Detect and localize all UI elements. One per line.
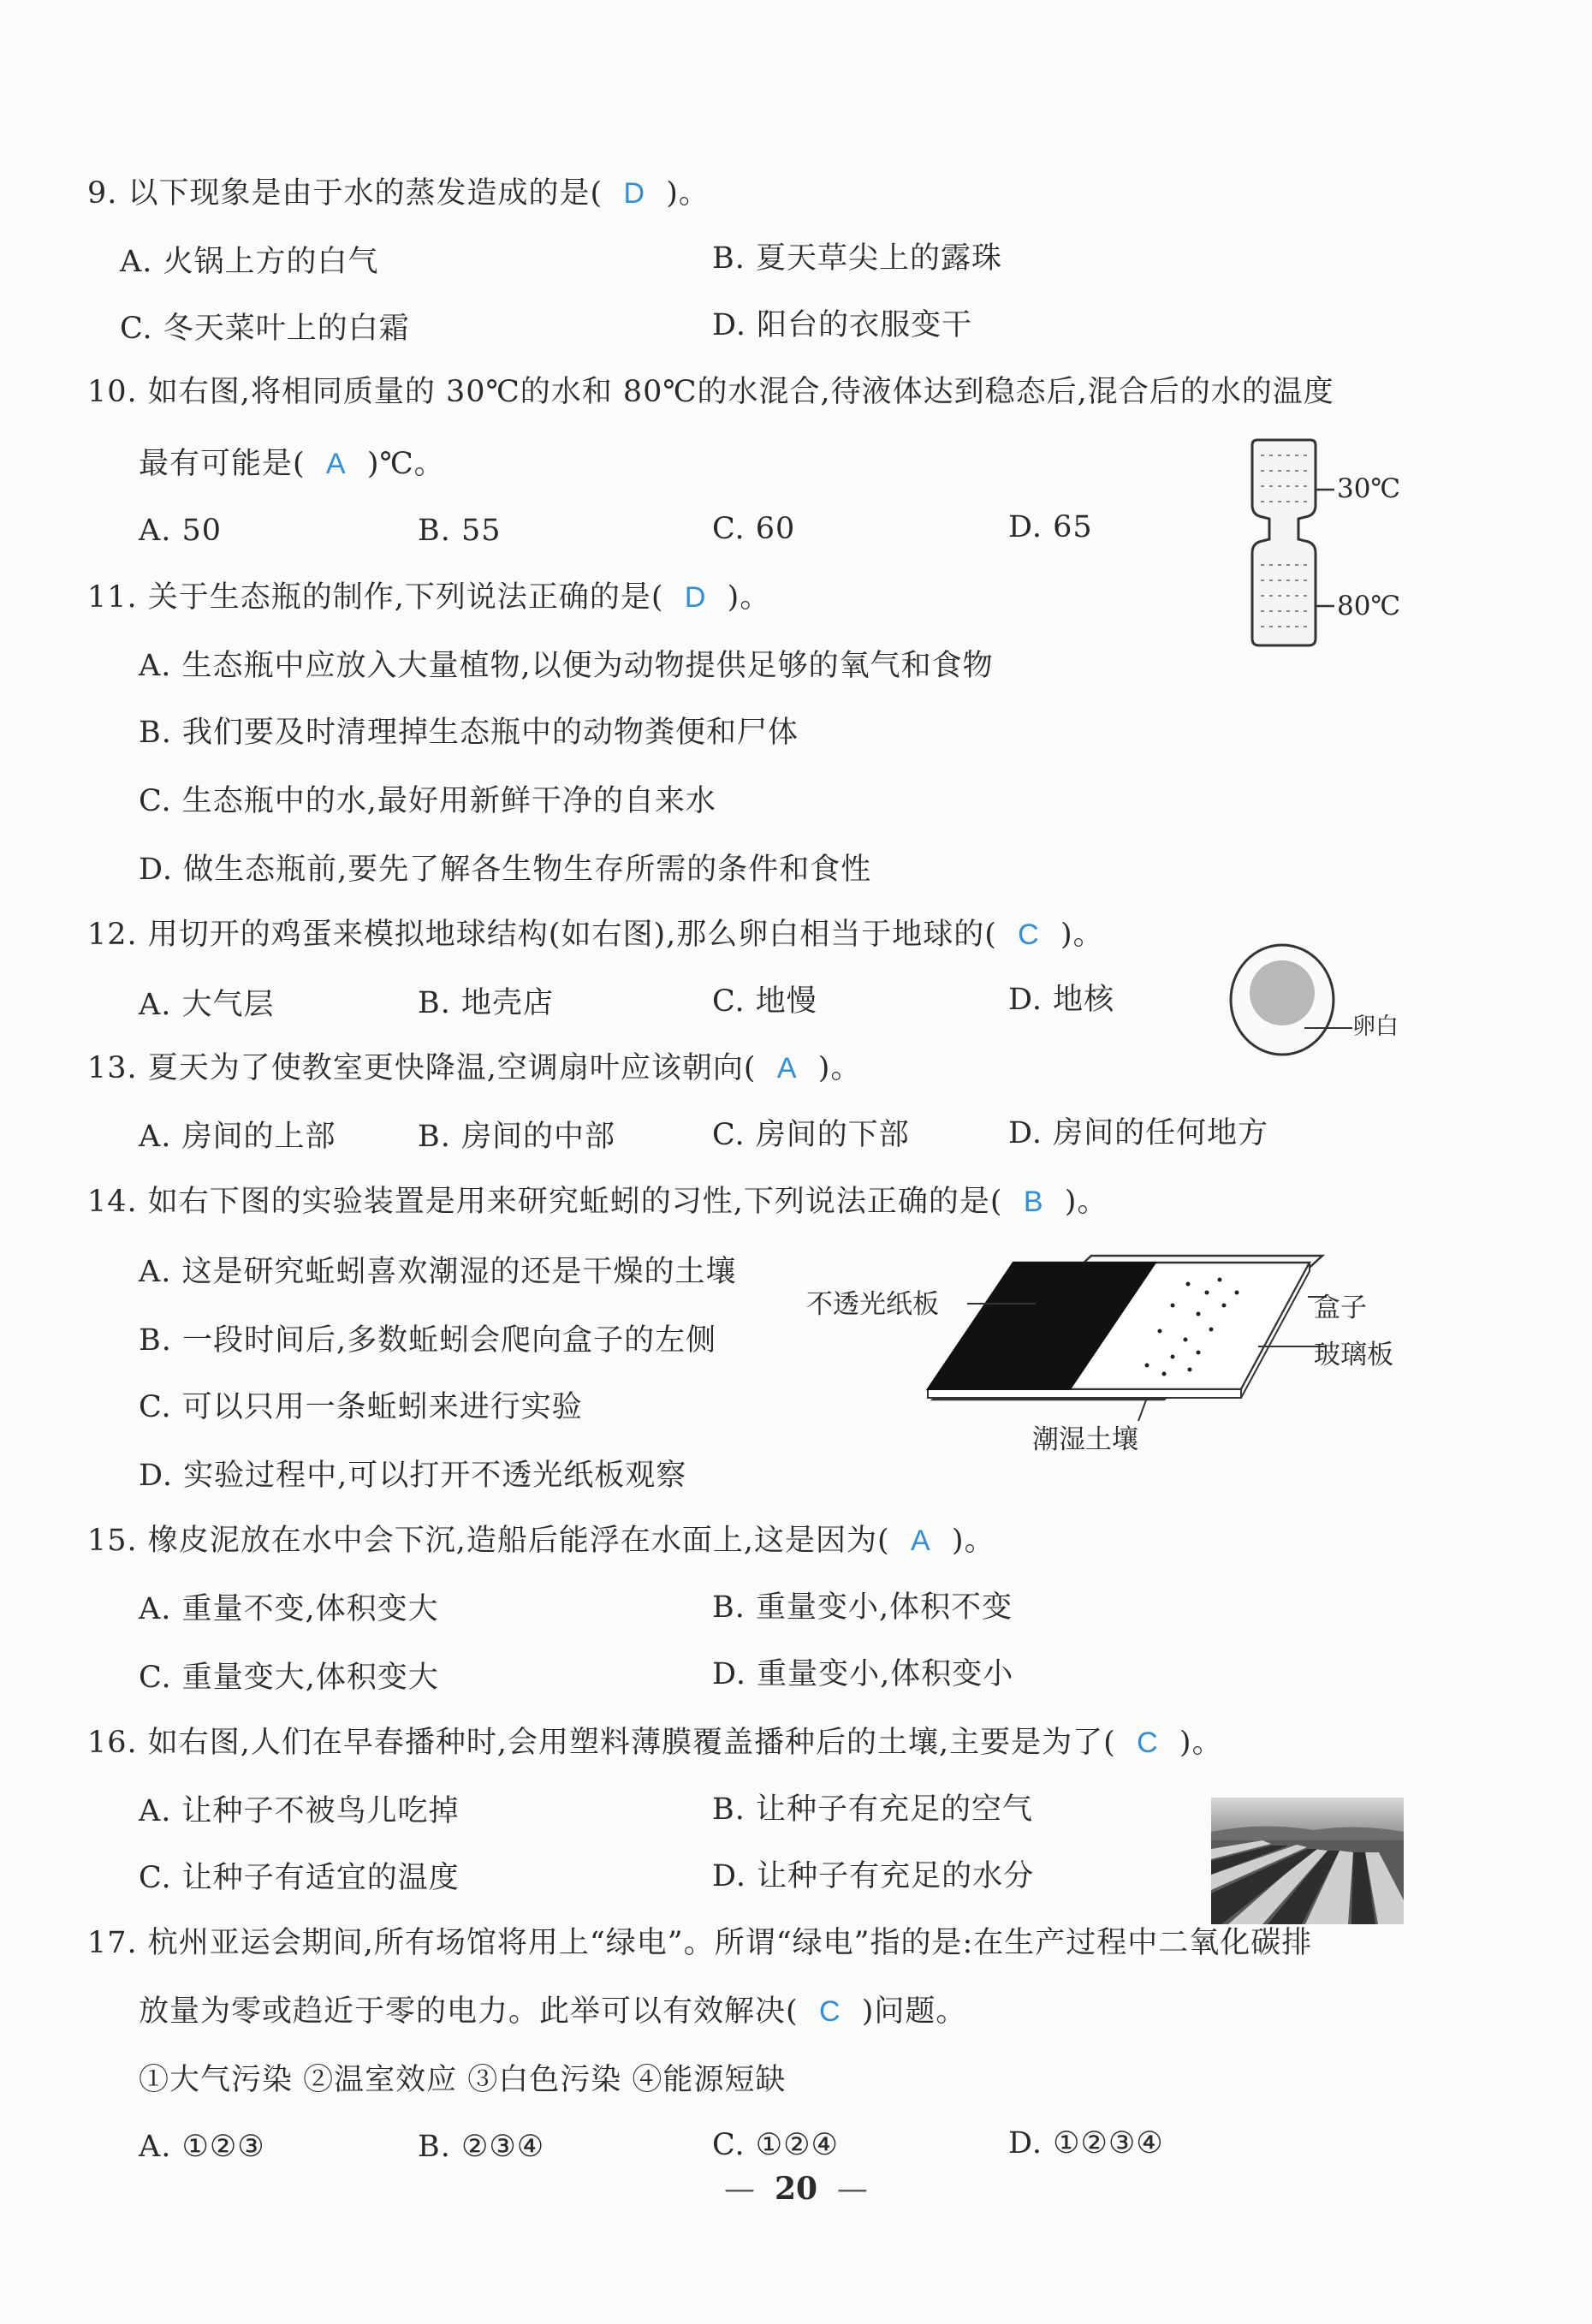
q10-label-30c: 30℃ <box>1337 473 1401 504</box>
q16-option-d: D. 让种子有充足的水分 <box>712 1859 1035 1893</box>
q9-option-a: A. 火锅上方的白气 <box>120 245 379 279</box>
q16-plastic-film-photo <box>1211 1798 1404 1924</box>
q16-option-a: A. 让种子不被鸟儿吃掉 <box>139 1794 460 1828</box>
q11-answer: D <box>684 581 707 614</box>
q15-stem: 15. 橡皮泥放在水中会下沉,造船后能浮在水面上,这是因为( A )。 <box>87 1524 995 1558</box>
q12-option-d: D. 地核 <box>1008 983 1115 1017</box>
q16-stem: 16. 如右图,人们在早春播种时,会用塑料薄膜覆盖播种后的土壤,主要是为了( C )。 <box>87 1726 1223 1760</box>
q15-answer: A <box>910 1525 931 1557</box>
q14-label-glass-plate: 玻璃板 <box>1314 1340 1393 1370</box>
q10-option-c: C. 60 <box>712 512 796 546</box>
q14-stem: 14. 如右下图的实验装置是用来研究蚯蚓的习性,下列说法正确的是( B )。 <box>87 1185 1108 1219</box>
q10-stem-line2: 最有可能是( A )℃。 <box>139 447 445 481</box>
q12-egg-figure <box>1224 942 1378 1061</box>
q12-label-egg-white: 卵白 <box>1352 1013 1399 1040</box>
q16-answer: C <box>1137 1727 1159 1759</box>
q17-option-b: B. ②③④ <box>418 2130 545 2164</box>
q11-option-c: C. 生态瓶中的水,最好用新鲜干净的自来水 <box>139 784 716 818</box>
q14-label-opaque-board: 不透光纸板 <box>806 1289 939 1320</box>
q12-answer: C <box>1018 918 1040 951</box>
q10-option-d: D. 65 <box>1008 510 1093 544</box>
q14-answer: B <box>1023 1186 1044 1218</box>
q13-option-c: C. 房间的下部 <box>712 1118 910 1152</box>
q13-option-a: A. 房间的上部 <box>139 1120 336 1154</box>
q11-option-d: D. 做生态瓶前,要先了解各生物生存所需的条件和食性 <box>139 853 872 887</box>
page-number: — 20 — <box>724 2171 868 2207</box>
q15-option-b: B. 重量变小,体积不变 <box>712 1590 1013 1625</box>
q10-option-a: A. 50 <box>139 514 223 548</box>
q16-option-b: B. 让种子有充足的空气 <box>712 1792 1033 1827</box>
q12-option-c: C. 地慢 <box>712 984 817 1019</box>
q13-option-b: B. 房间的中部 <box>418 1120 615 1154</box>
q13-answer: A <box>776 1052 798 1085</box>
q12-stem: 12. 用切开的鸡蛋来模拟地球结构(如右图),那么卵白相当于地球的( C )。 <box>87 918 1104 952</box>
q17-option-a: A. ①②③ <box>139 2130 265 2164</box>
q12-option-b: B. 地壳店 <box>418 986 554 1020</box>
q17-items: ①大气污染 ②温室效应 ③白色污染 ④能源短缺 <box>139 2063 787 2097</box>
q10-option-b: B. 55 <box>418 514 502 548</box>
q9-option-c: C. 冬天菜叶上的白霜 <box>120 312 410 346</box>
q14-option-b: B. 一段时间后,多数蚯蚓会爬向盒子的左侧 <box>139 1323 717 1358</box>
q9-option-b: B. 夏天草尖上的露珠 <box>712 241 1002 276</box>
q9-option-d: D. 阳台的衣服变干 <box>712 308 973 342</box>
q10-label-80c: 80℃ <box>1337 591 1401 621</box>
q17-option-c: C. ①②④ <box>712 2128 839 2162</box>
q17-stem-line2: 放量为零或趋近于零的电力。此举可以有效解决( C )问题。 <box>139 1994 967 2029</box>
q10-stem-line1: 10. 如右图,将相同质量的 30℃的水和 80℃的水混合,待液体达到稳态后,混合后的水的温度 <box>87 375 1334 409</box>
q10-answer: A <box>325 448 347 480</box>
q13-option-d: D. 房间的任何地方 <box>1008 1116 1269 1150</box>
q14-label-box: 盒子 <box>1314 1293 1367 1323</box>
q13-stem: 13. 夏天为了使教室更快降温,空调扇叶应该朝向( A )。 <box>87 1051 862 1085</box>
q14-label-moist-soil: 潮湿土壤 <box>1032 1424 1138 1455</box>
q17-stem-line1: 17. 杭州亚运会期间,所有场馆将用上“绿电”。所谓“绿电”指的是:在生产过程中二氧化碳排 <box>87 1926 1313 1960</box>
q14-option-c: C. 可以只用一条蚯蚓来进行实验 <box>139 1390 583 1424</box>
q9-stem: 9. 以下现象是由于水的蒸发造成的是( D )。 <box>87 176 710 211</box>
q15-option-a: A. 重量不变,体积变大 <box>139 1592 439 1626</box>
q15-option-c: C. 重量变大,体积变大 <box>139 1661 439 1695</box>
q11-stem: 11. 关于生态瓶的制作,下列说法正确的是( D )。 <box>87 580 771 615</box>
q11-option-b: B. 我们要及时清理掉生态瓶中的动物粪便和尸体 <box>139 716 799 750</box>
q11-option-a: A. 生态瓶中应放入大量植物,以便为动物提供足够的氧气和食物 <box>139 649 994 683</box>
q15-option-d: D. 重量变小,体积变小 <box>712 1657 1014 1691</box>
q17-answer: C <box>818 1995 841 2028</box>
q9-answer: D <box>623 177 646 210</box>
q17-option-d: D. ①②③④ <box>1008 2126 1164 2161</box>
q12-option-a: A. 大气层 <box>139 988 275 1022</box>
q14-option-a: A. 这是研究蚯蚓喜欢潮湿的还是干燥的土壤 <box>139 1255 737 1289</box>
q16-option-c: C. 让种子有适宜的温度 <box>139 1861 460 1895</box>
q14-option-d: D. 实验过程中,可以打开不透光纸板观察 <box>139 1459 687 1493</box>
q14-earthworm-box-figure <box>916 1245 1344 1434</box>
